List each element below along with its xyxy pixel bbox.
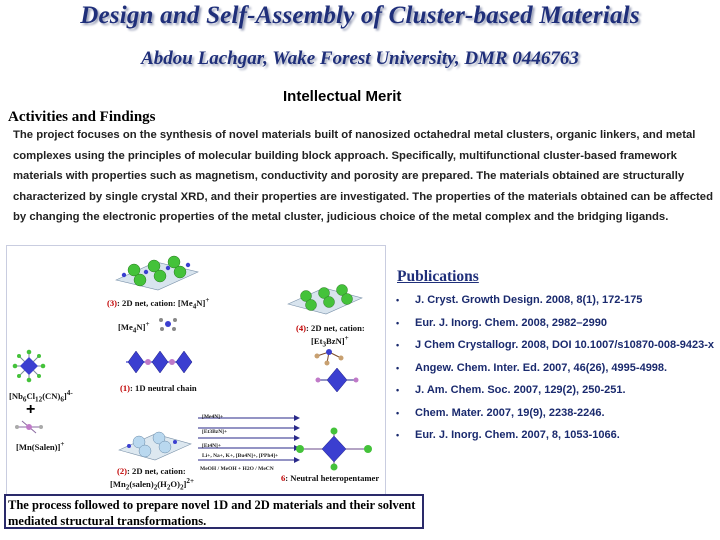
mn2-sub4: 2 [179,483,184,492]
condition-solvents: MeOH / MeOH + H2O / MeCN [200,466,274,472]
bullet-icon: • [396,295,400,305]
publication-text: Eur. J. Inorg. Chem. 2007, 8, 1053-1066. [415,429,620,441]
compound-3-number: (3) [107,297,118,308]
publication-item [395,428,715,442]
mn2-sub1: 2 [125,483,130,492]
nb-sub2: 12 [35,395,43,404]
nb-sub3: 6 [60,395,64,404]
publication-text: Angew. Chem. Inter. Ed. 2007, 46(26), 4995-4998. [415,361,668,374]
compound-6-text: : Neutral heteropentamer [285,473,380,483]
crystal-structure-1-image [118,343,200,381]
nb-sup: 4- [66,389,73,397]
activities-text: The project focuses on the synthesis of novel materials built of nanosized octahedral metal clusters, organic linkers, and metal complexes using the principles of molecular building block approach. Specifically, multifunctional cluster-based framework materials with properties such as magnetism, conductivity and porosity are prepared. The materials obtained are structurally characterized by single crystal XRD, and their properties are investigated. The properties of the materials obtained can be affected by changing the electronic properties of the metal cluster, judicious choice of the metal complex and the bridging ligands. [13,129,713,223]
bullet-icon: • [396,407,400,418]
nb-b: Cl [26,390,36,401]
process-summary-box: The process followed to prepare novel 1D and 2D materials and their solvent mediated structural transformations. [4,494,424,529]
figure-label-4 [296,323,365,333]
me4n-cation-image [158,316,178,332]
page-subtitle: Abdou Lachgar, Wake Forest University, DMR 0446763 [141,48,579,69]
bullet-icon: • [396,385,400,395]
publication-text: J. Am. Chem. Soc. 2007, 129(2), 250-251. [415,384,626,396]
nb-d: ] [63,390,67,401]
mn2-c: (H [157,478,167,489]
crystal-structure-2-image [115,422,195,464]
figure-label-2-cation [110,477,194,492]
activities-heading: Activities and Findings [8,109,156,125]
compound-2-text: : 2D net, cation: [127,466,186,476]
compound-1-number: (1) [120,383,131,393]
nb-sub1: 6 [22,395,27,404]
mn2-sup: 2+ [186,477,195,485]
publication-item [395,383,715,397]
mn-salen-text: [Mn(Salen)] [16,441,61,452]
publication-item [395,293,715,307]
bullet-icon: • [396,317,400,328]
page-title: Design and Self-Assembly of Cluster-based Materials [80,2,640,29]
figure-label-2 [117,466,186,476]
mn2-e: ] [183,478,187,489]
publication-item [395,316,715,330]
compound-1-text: : 1D neutral chain [130,383,197,393]
figure-label-3 [107,296,209,311]
et3bzn-sub: 3 [322,340,327,349]
publication-text: Eur. J. Inorg. Chem. 2008, 2982–2990 [415,316,607,329]
compound-3-sup: + [205,296,210,304]
me4n-cation-label [118,320,150,335]
publication-text: Chem. Mater. 2007, 19(9), 2238-2246. [415,406,605,419]
publication-item [395,338,715,352]
bullet-icon: • [396,362,400,373]
mn2-sub2: 2 [153,483,158,492]
heteropentamer-image [292,426,376,472]
me4n-a: [Me [118,321,133,332]
publication-text: J. Cryst. Growth Design. 2008, 8(1), 172-175 [415,294,643,306]
mn-salen-image [12,417,46,437]
bullet-icon: • [396,430,400,440]
nb-c: (CN) [42,390,61,401]
plus-sign: + [26,401,36,418]
crystal-structure-4-image [284,278,366,318]
et3bzn-a: [Et [311,335,323,346]
compound-6-number: 6 [281,473,286,483]
me4n-sup: + [145,320,150,328]
nb6-cluster-label [9,389,73,404]
mn2-d: O) [170,478,180,489]
mn2-b: (salen) [129,478,154,489]
bullet-icon: • [396,340,400,350]
nb-a: [Nb [9,390,23,401]
et3bzn-cation-image [312,346,346,366]
condition-me4n: [Me4N]+ [202,414,224,420]
compound-3-text: : 2D net, cation: [Me [117,297,193,308]
me4n-sub: 4 [132,326,137,335]
crystal-structure-3-image [112,250,202,294]
cluster-nb6-image [12,349,46,383]
mn2-a: [Mn [110,478,126,489]
et3bzn-b: BzN] [326,335,345,346]
figure-label-1 [120,383,197,393]
publications-heading: Publications [397,268,479,285]
publications-list [395,293,715,451]
publication-item [395,406,715,420]
figure-label-6 [281,473,379,483]
compound-4-number: (4) [296,323,307,333]
compound-4-text: : 2D net, cation: [306,323,365,333]
condition-et4n: [Et4N]+ [202,443,222,449]
section-title: Intellectual Merit [283,88,402,105]
condition-et3bzn: [Et3BzN]+ [202,429,228,435]
compound-2-number: (2) [117,466,128,476]
et3bzn-sup: + [344,334,349,342]
compound-3-sub: 4 [192,302,197,311]
crystal-structure-5-image [312,366,362,394]
mn-salen-sup: + [60,440,65,448]
mn-salen-label [16,440,64,452]
me4n-b: N] [136,321,146,332]
mn2-sub3: 2 [166,483,171,492]
publication-text: J Chem Crystallogr. 2008, DOI 10.1007/s10870-008-9423-x [415,339,715,351]
compound-3-end: N] [196,297,206,308]
publication-item [395,361,715,375]
condition-cations: Li+, Na+, K+, [Bu4N]+, [PPh4]+ [202,453,279,459]
